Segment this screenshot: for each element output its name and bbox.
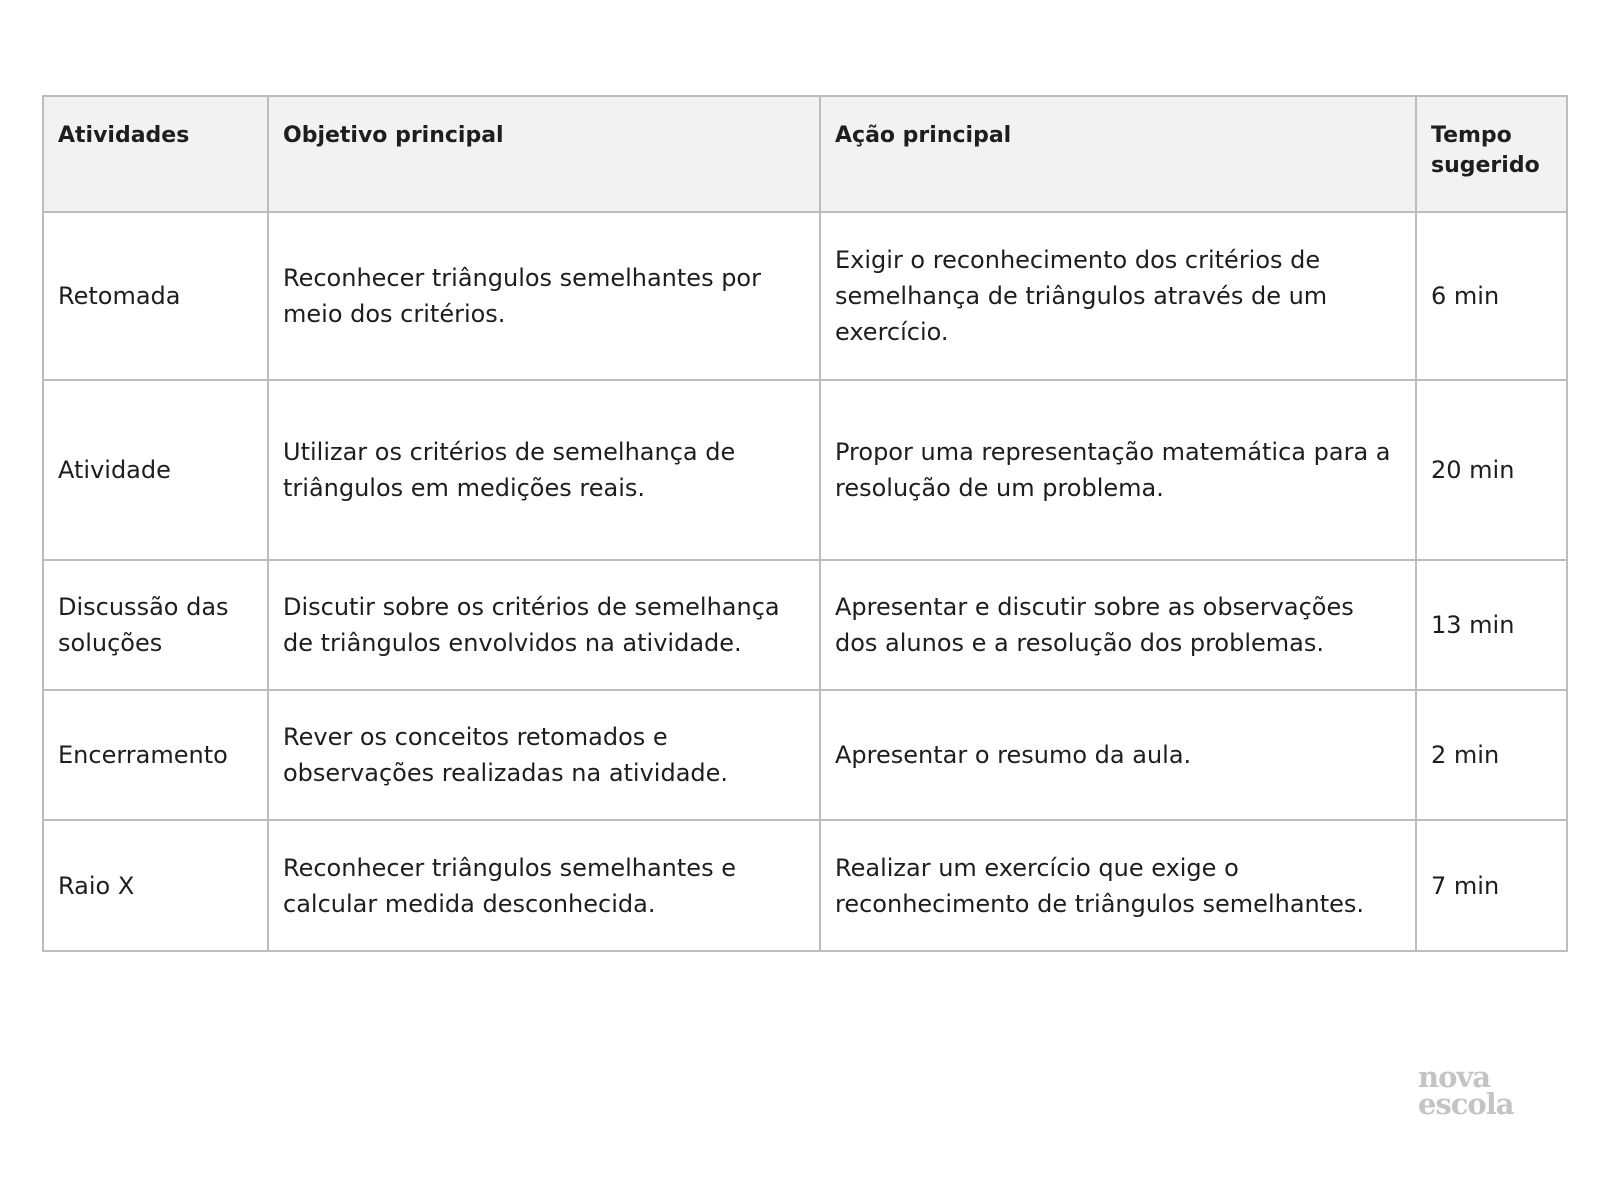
cell-acao: Realizar um exercício que exige o reconhecimento de triângulos semelhantes. — [820, 820, 1416, 951]
table-row — [43, 380, 1567, 560]
cell-objetivo: Reconhecer triângulos semelhantes e calcular medida desconhecida. — [268, 820, 820, 951]
logo-line-1: nova — [1418, 1060, 1491, 1094]
cell-acao: Apresentar e discutir sobre as observações dos alunos e a resolução dos problemas. — [820, 560, 1416, 690]
cell-atividade: Retomada — [43, 212, 268, 380]
cell-tempo: 7 min — [1416, 820, 1567, 951]
cell-objetivo: Reconhecer triângulos semelhantes por meio dos critérios. — [268, 212, 820, 380]
header-tempo: Tempo sugerido — [1416, 96, 1567, 212]
cell-acao: Propor uma representação matemática para a resolução de um problema. — [820, 380, 1416, 560]
cell-tempo: 2 min — [1416, 690, 1567, 820]
table-row — [43, 690, 1567, 820]
nova-escola-logo — [1418, 1060, 1514, 1121]
cell-atividade: Atividade — [43, 380, 268, 560]
cell-tempo: 6 min — [1416, 212, 1567, 380]
table-row — [43, 820, 1567, 951]
lesson-plan-table — [42, 95, 1568, 952]
header-objetivo: Objetivo principal — [268, 96, 820, 212]
cell-objetivo: Discutir sobre os critérios de semelhança de triângulos envolvidos na atividade. — [268, 560, 820, 690]
table-row — [43, 560, 1567, 690]
cell-tempo: 20 min — [1416, 380, 1567, 560]
header-acao: Ação principal — [820, 96, 1416, 212]
table-header-row — [43, 96, 1567, 212]
cell-tempo: 13 min — [1416, 560, 1567, 690]
logo-line-2: escola — [1418, 1087, 1514, 1121]
table-row — [43, 212, 1567, 380]
header-atividades: Atividades — [43, 96, 268, 212]
cell-atividade: Raio X — [43, 820, 268, 951]
cell-objetivo: Utilizar os critérios de semelhança de triângulos em medições reais. — [268, 380, 820, 560]
cell-atividade: Encerramento — [43, 690, 268, 820]
cell-acao: Exigir o reconhecimento dos critérios de semelhança de triângulos através de um exercício. — [820, 212, 1416, 380]
cell-objetivo: Rever os conceitos retomados e observações realizadas na atividade. — [268, 690, 820, 820]
cell-atividade: Discussão das soluções — [43, 560, 268, 690]
cell-acao: Apresentar o resumo da aula. — [820, 690, 1416, 820]
